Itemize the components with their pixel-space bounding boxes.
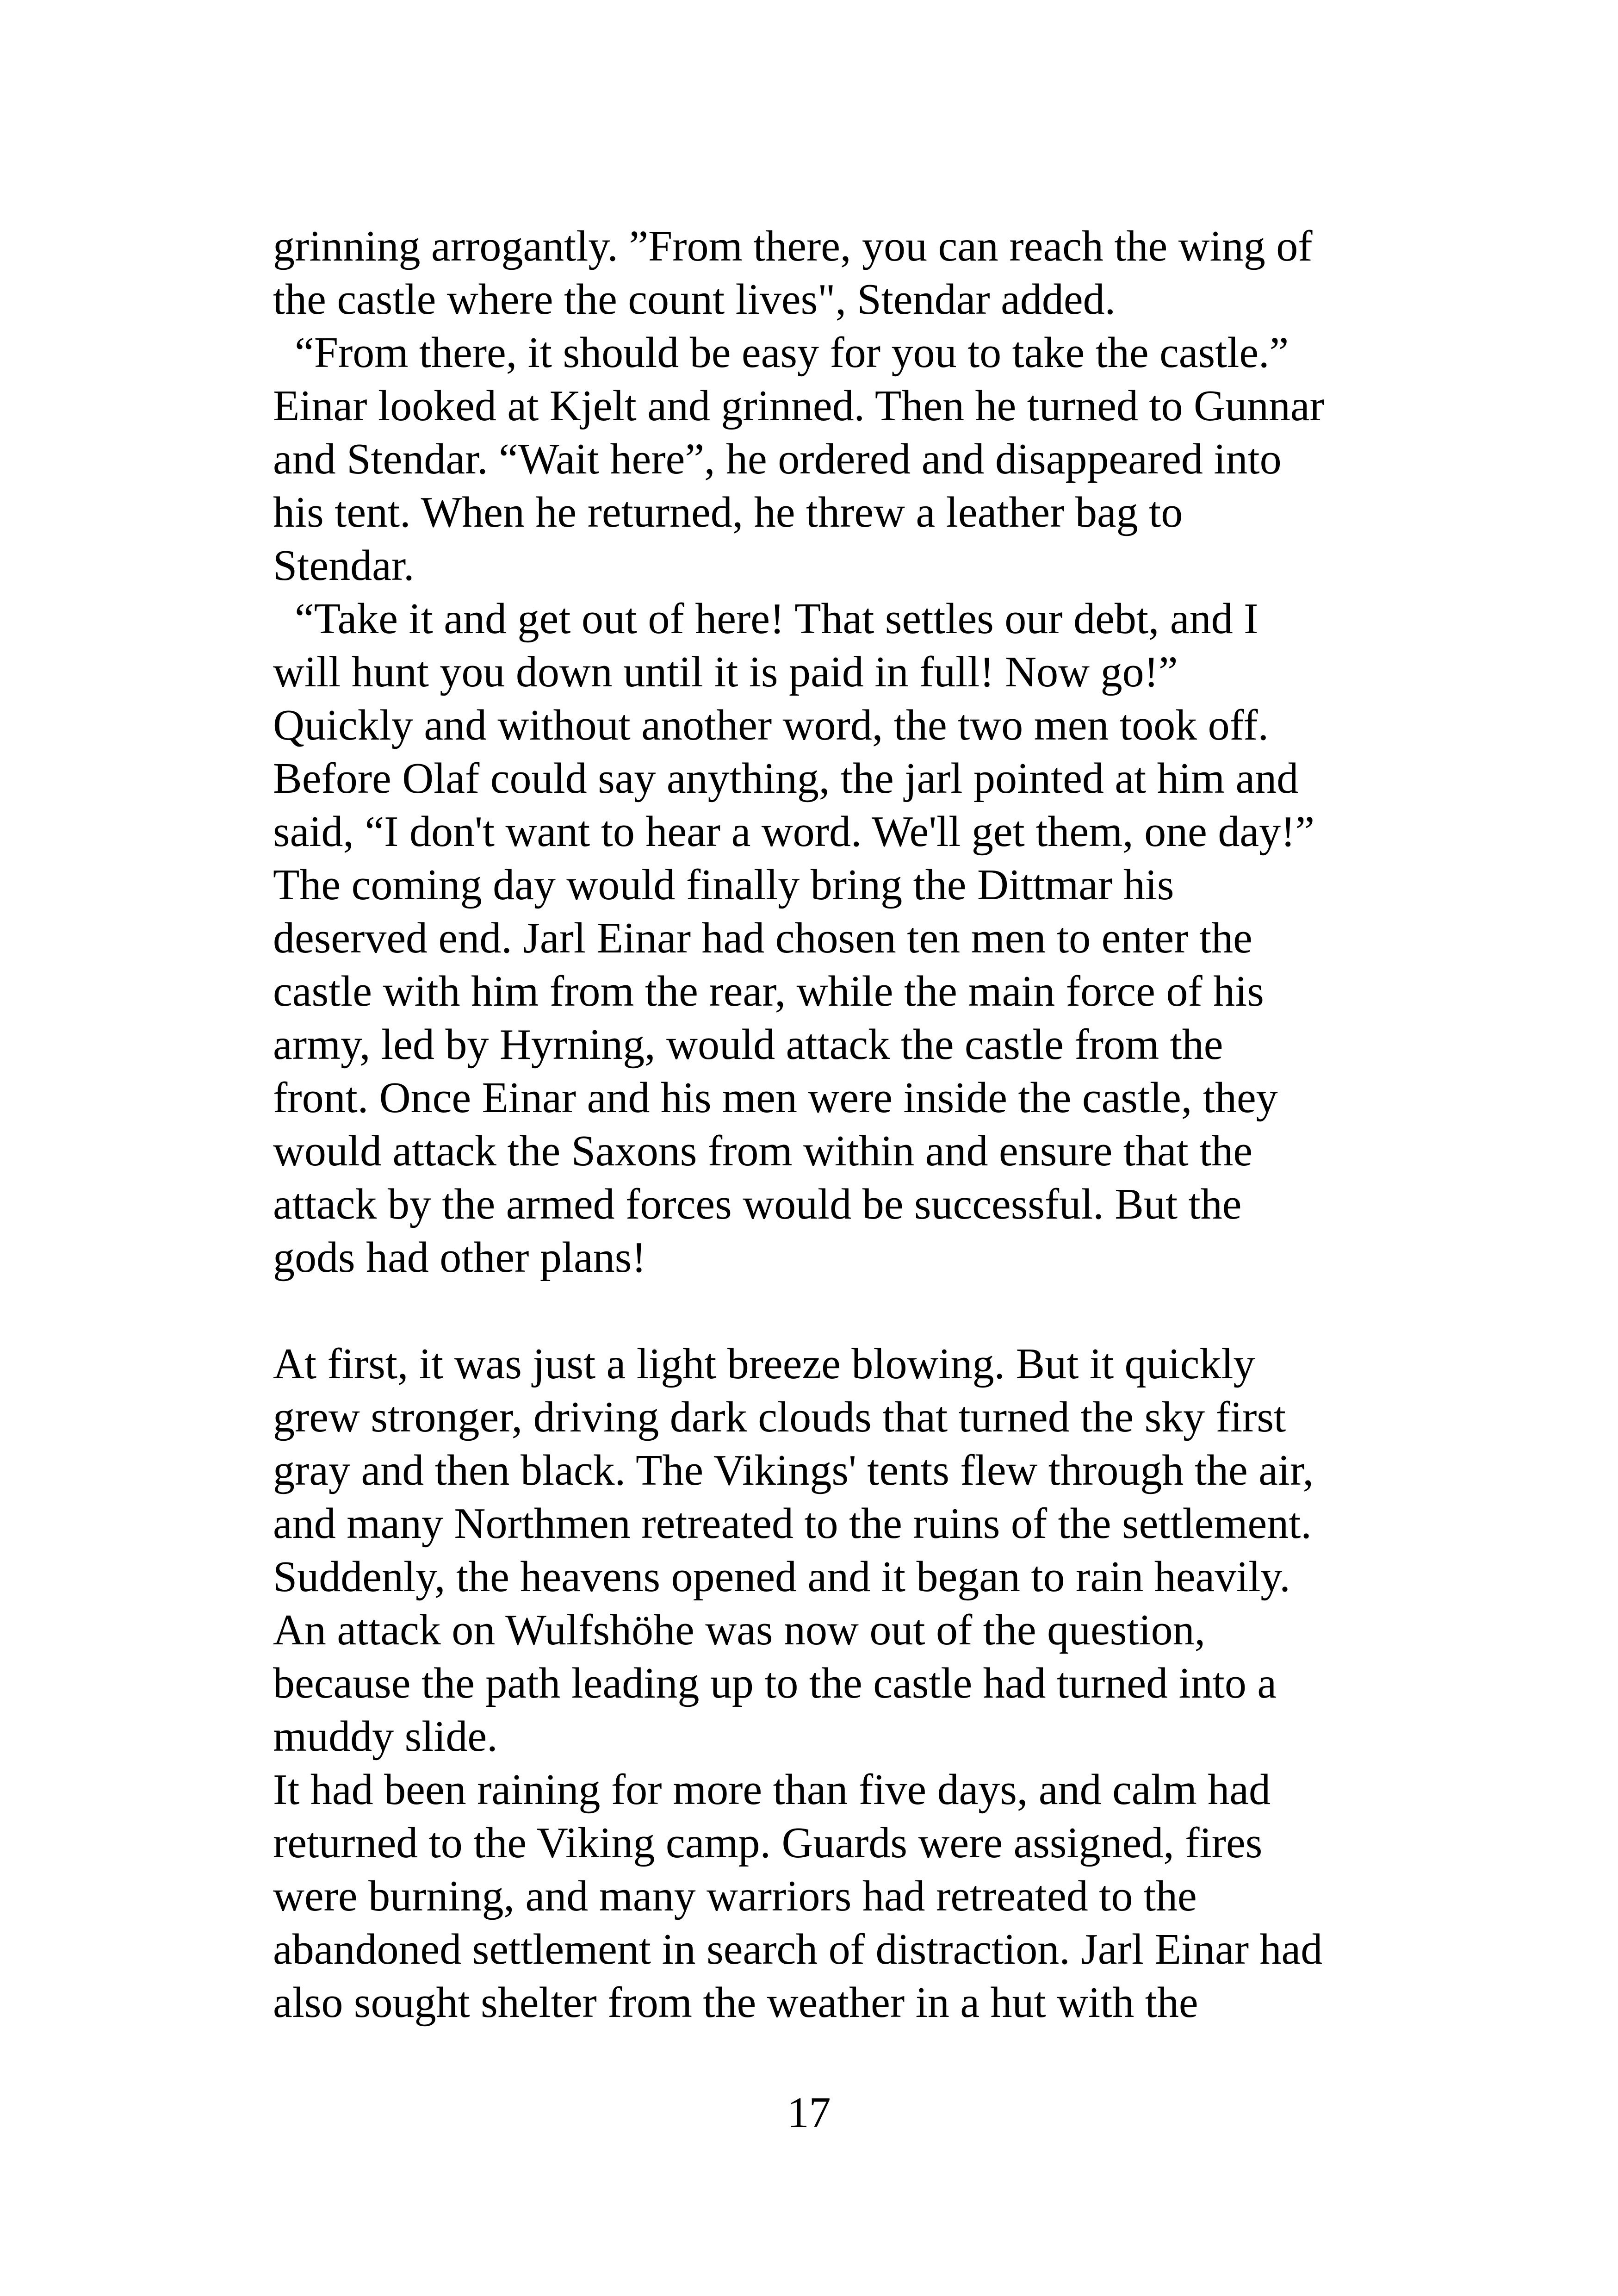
text-line: Suddenly, the heavens opened and it began to rain heavily.: [273, 1553, 1290, 1601]
body-text: [273, 220, 1407, 2029]
text-line: An attack on Wulfshöhe was now out of the question,: [273, 1606, 1206, 1654]
text-line: gray and then black. The Vikings' tents flew through the air,: [273, 1446, 1314, 1494]
text-line: Quickly and without another word, the two men took off.: [273, 701, 1269, 749]
paragraph-spacer: [273, 1284, 1407, 1338]
text-line: castle with him from the rear, while the main force of his: [273, 967, 1264, 1015]
text-line: Before Olaf could say anything, the jarl pointed at him and: [273, 754, 1299, 803]
text-line: the castle where the count lives", Stendar added.: [273, 275, 1116, 324]
text-line: At first, it was just a light breeze blowing. But it quickly: [273, 1340, 1255, 1388]
text-line: and Stendar. “Wait here”, he ordered and disappeared into: [273, 435, 1282, 483]
paragraph-group-2: [273, 1338, 1407, 2029]
text-line: deserved end. Jarl Einar had chosen ten men to enter the: [273, 914, 1252, 962]
text-line: It had been raining for more than five days, and calm had: [273, 1766, 1271, 1814]
text-line: abandoned settlement in search of distraction. Jarl Einar had: [273, 1925, 1323, 1973]
text-line: army, led by Hyrning, would attack the castle from the: [273, 1020, 1223, 1069]
text-line: will hunt you down until it is paid in full! Now go!”: [273, 648, 1178, 696]
text-line: his tent. When he returned, he threw a leather bag to: [273, 488, 1183, 536]
paragraph-group-1: [273, 220, 1407, 1284]
text-line: because the path leading up to the castle had turned into a: [273, 1659, 1277, 1707]
text-line: gods had other plans!: [273, 1233, 646, 1282]
text-line: The coming day would finally bring the Dittmar his: [273, 861, 1174, 909]
text-line: Einar looked at Kjelt and grinned. Then he turned to Gunnar: [273, 382, 1324, 430]
text-line: muddy slide.: [273, 1712, 498, 1761]
text-line: and many Northmen retreated to the ruins of the settlement.: [273, 1500, 1312, 1548]
text-line: were burning, and many warriors had retreated to the: [273, 1872, 1197, 1920]
page-number: 17: [787, 2089, 831, 2137]
text-line: also sought shelter from the weather in a hut with the: [273, 1979, 1198, 2027]
text-line: would attack the Saxons from within and ensure that the: [273, 1127, 1253, 1175]
text-line: front. Once Einar and his men were inside the castle, they: [273, 1074, 1278, 1122]
text-line: said, “I don't want to hear a word. We'll get them, one day!”: [273, 808, 1315, 856]
text-line: “Take it and get out of here! That settles our debt, and I: [273, 595, 1258, 643]
text-line: grew stronger, driving dark clouds that turned the sky first: [273, 1393, 1286, 1441]
text-line: Stendar.: [273, 541, 415, 590]
text-line: “From there, it should be easy for you to take the castle.”: [273, 329, 1289, 377]
text-line: returned to the Viking camp. Guards were assigned, fires: [273, 1819, 1263, 1867]
text-line: grinning arrogantly. ”From there, you can reach the wing of: [273, 222, 1313, 270]
text-line: attack by the armed forces would be successful. But the: [273, 1180, 1242, 1228]
